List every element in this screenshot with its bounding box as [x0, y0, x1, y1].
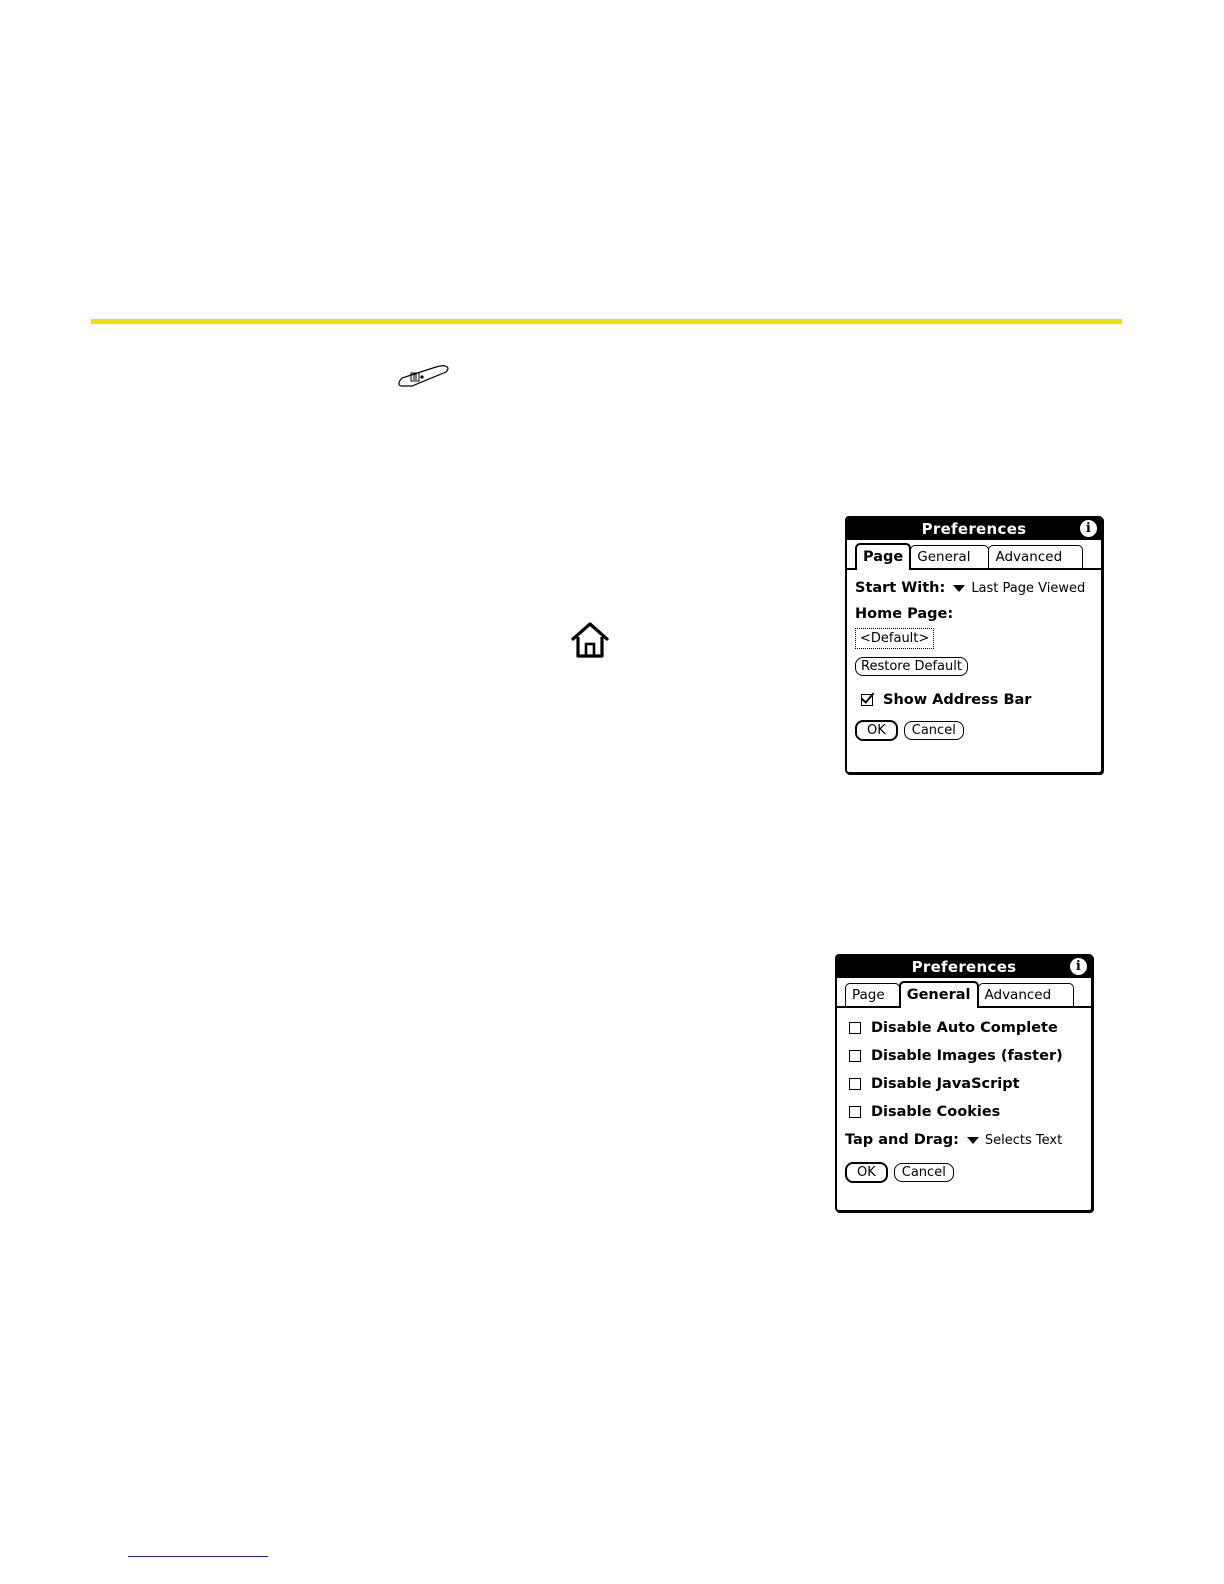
- dialog-title-bar: [847, 518, 1101, 540]
- ok-button[interactable]: OK: [845, 1162, 888, 1183]
- menu-key-icon: [396, 364, 452, 390]
- home-icon: [570, 620, 610, 660]
- cancel-button[interactable]: Cancel: [894, 1163, 954, 1182]
- tab-bar: [847, 540, 1101, 570]
- dialog-title-bar: [837, 956, 1091, 978]
- start-with-label: Start With:: [855, 580, 946, 596]
- dropdown-arrow-icon[interactable]: [967, 1137, 979, 1144]
- info-icon[interactable]: i: [1080, 520, 1097, 537]
- tab-page[interactable]: Page: [845, 983, 900, 1006]
- dialog-title: Preferences: [921, 520, 1027, 538]
- disable-cookies-checkbox[interactable]: [849, 1106, 861, 1118]
- cancel-button[interactable]: Cancel: [904, 721, 964, 740]
- home-page-field[interactable]: <Default>: [855, 628, 934, 649]
- preferences-dialog-general: [835, 954, 1093, 1212]
- tab-advanced[interactable]: Advanced: [978, 983, 1075, 1006]
- footer-link-underline: [128, 1556, 268, 1557]
- show-address-bar-label: Show Address Bar: [883, 692, 1032, 708]
- disable-javascript-checkbox[interactable]: [849, 1078, 861, 1090]
- dialog-body: [847, 570, 1101, 749]
- restore-default-button[interactable]: Restore Default: [855, 657, 968, 676]
- tab-advanced[interactable]: Advanced: [988, 545, 1083, 568]
- show-address-bar-checkbox[interactable]: [861, 694, 873, 706]
- disable-cookies-label: Disable Cookies: [871, 1104, 1001, 1120]
- dialog-body: [837, 1008, 1091, 1191]
- tap-and-drag-value[interactable]: Selects Text: [984, 1132, 1063, 1148]
- dropdown-arrow-icon[interactable]: [953, 585, 965, 592]
- disable-javascript-label: Disable JavaScript: [871, 1076, 1020, 1092]
- disable-auto-complete-label: Disable Auto Complete: [871, 1020, 1058, 1036]
- tab-general[interactable]: General: [899, 981, 979, 1008]
- tap-and-drag-label: Tap and Drag:: [845, 1132, 959, 1148]
- home-page-label: Home Page:: [855, 606, 954, 622]
- tab-general[interactable]: General: [910, 545, 989, 568]
- disable-auto-complete-checkbox[interactable]: [849, 1022, 861, 1034]
- dialog-title: Preferences: [911, 958, 1017, 976]
- disable-images-checkbox[interactable]: [849, 1050, 861, 1062]
- info-icon[interactable]: i: [1070, 958, 1087, 975]
- section-rule: [91, 319, 1122, 324]
- ok-button[interactable]: OK: [855, 720, 898, 741]
- tab-bar: [837, 978, 1091, 1008]
- tab-page[interactable]: Page: [855, 543, 911, 570]
- start-with-value[interactable]: Last Page Viewed: [971, 580, 1086, 596]
- disable-images-label: Disable Images (faster): [871, 1048, 1063, 1064]
- preferences-dialog-page: [845, 516, 1103, 774]
